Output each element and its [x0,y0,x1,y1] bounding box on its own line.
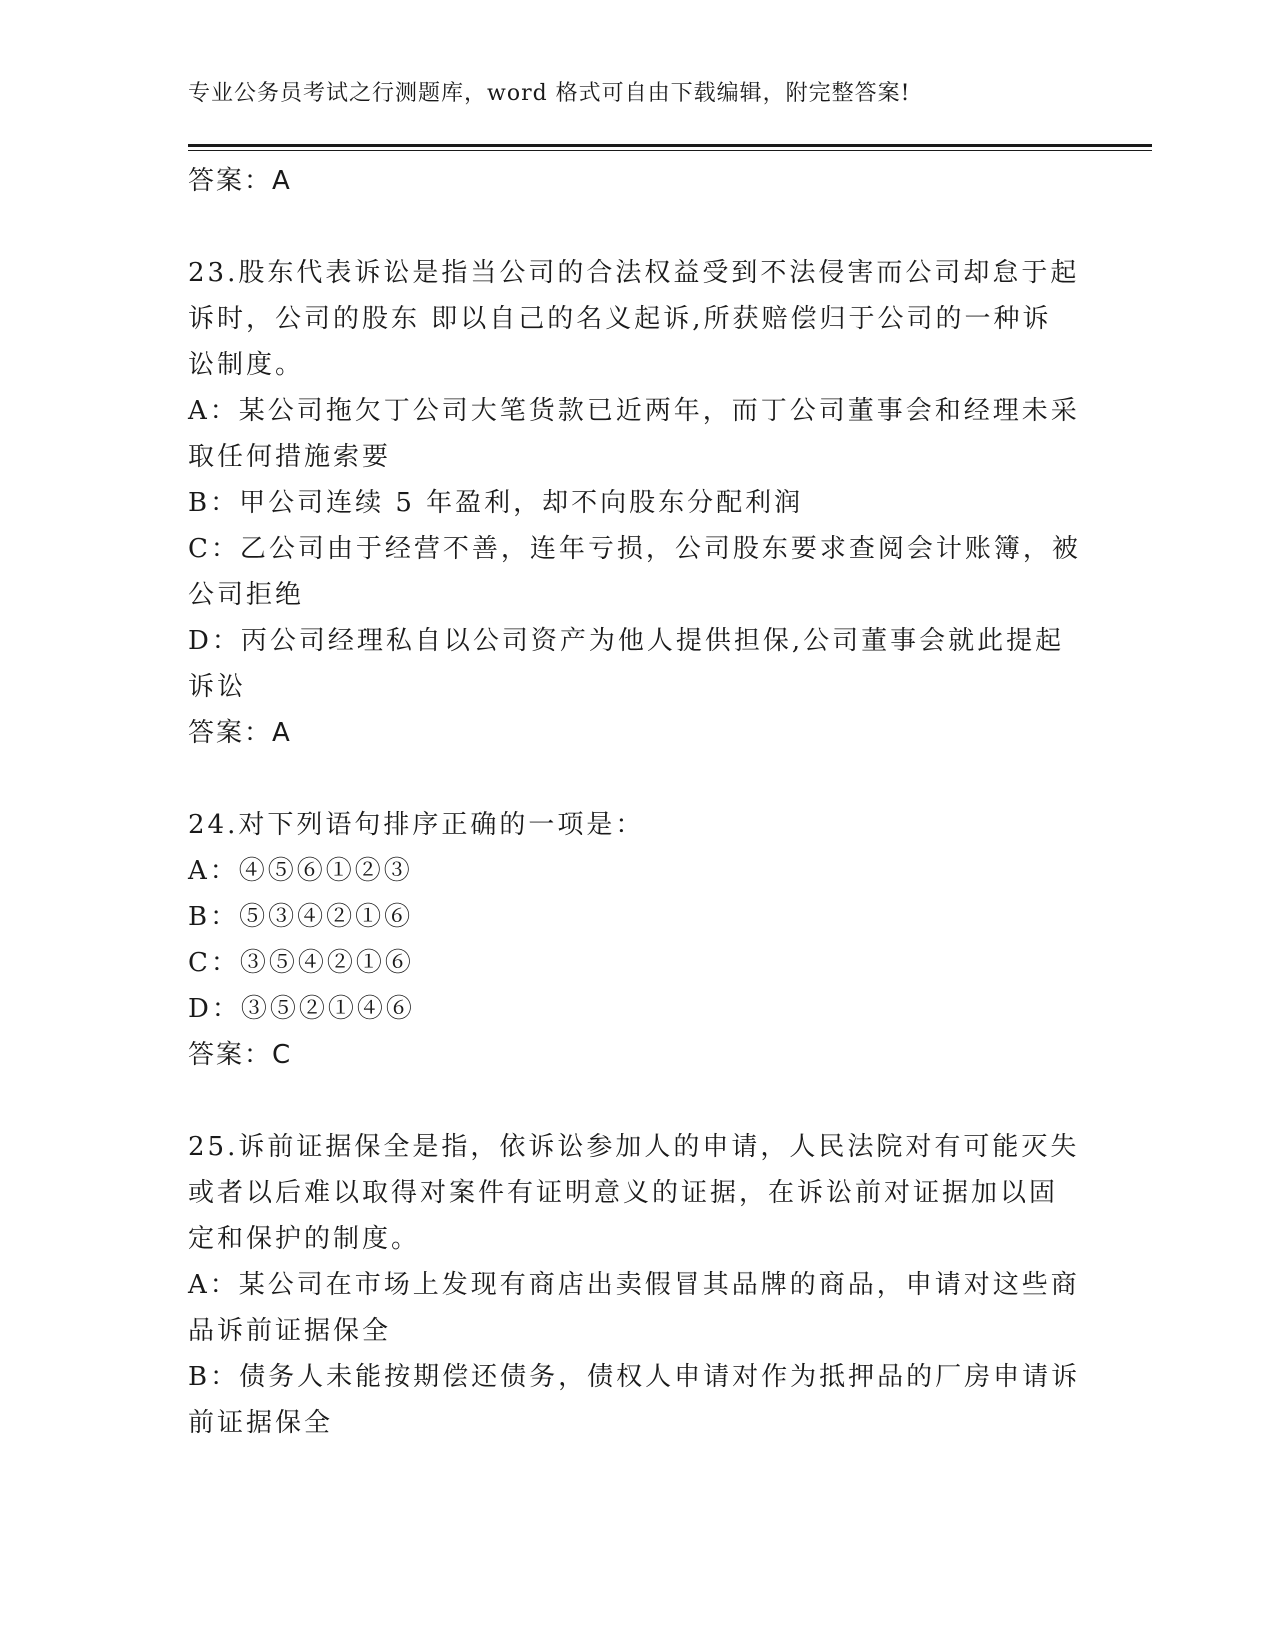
header-rule [188,144,1152,147]
option-a-line: A：某公司拖欠丁公司大笔货款已近两年，而丁公司董事会和经理未采 [188,396,1080,426]
answer-24: 答案：C [188,1040,293,1070]
spacer [188,756,1078,802]
question-stem-line: 诉时，公司的股东 即以自己的名义起诉,所获赔偿归于公司的一种诉 [188,304,1052,334]
option-b-line: B：⑤③④②①⑥ [188,902,414,932]
question-stem-line: 25.诉前证据保全是指，依诉讼参加人的申请，人民法院对有可能灭失 [188,1132,1080,1162]
option-d-line: D：③⑤②①④⑥ [188,994,415,1024]
question-23 [188,250,1081,756]
answer-23: 答案：A [188,718,292,748]
question-stem-line: 或者以后难以取得对案件有证明意义的证据，在诉讼前对证据加以固 [188,1178,1059,1208]
question-stem-line: 23.股东代表诉讼是指当公司的合法权益受到不法侵害而公司却怠于起 [188,258,1080,288]
option-a-line: 品诉前证据保全 [188,1316,392,1346]
option-c-line: C：③⑤④②①⑥ [188,948,414,978]
header-rule-thin [188,150,1152,151]
previous-answer: 答案：A [188,166,292,196]
question-content [188,158,1081,1446]
option-b-line: 前证据保全 [188,1408,334,1438]
option-d-line: 诉讼 [188,672,247,702]
spacer [188,204,1078,250]
option-b-line: B：甲公司连续 5 年盈利，却不向股东分配利润 [188,488,804,518]
option-a-line: 取任何措施索要 [188,442,392,472]
option-a-line: A：④⑤⑥①②③ [188,856,413,886]
option-a-line: A：某公司在市场上发现有商店出卖假冒其品牌的商品，申请对这些商 [188,1270,1080,1300]
option-c-line: C：乙公司由于经营不善，连年亏损，公司股东要求查阅会计账簿，被 [188,534,1081,564]
question-stem-line: 24.对下列语句排序正确的一项是： [188,810,645,840]
question-stem-line: 讼制度。 [188,350,305,380]
option-d-line: D：丙公司经理私自以公司资产为他人提供担保,公司董事会就此提起 [188,626,1065,656]
spacer [188,1078,1078,1124]
question-25 [188,1124,1081,1446]
option-c-line: 公司拒绝 [188,580,305,610]
question-stem-line: 定和保护的制度。 [188,1224,421,1254]
question-24 [188,802,1078,1078]
option-b-line: B：债务人未能按期偿还债务，债权人申请对作为抵押品的厂房申请诉 [188,1362,1081,1392]
page-header: 专业公务员考试之行测题库，word 格式可自由下载编辑，附完整答案! [188,81,911,106]
